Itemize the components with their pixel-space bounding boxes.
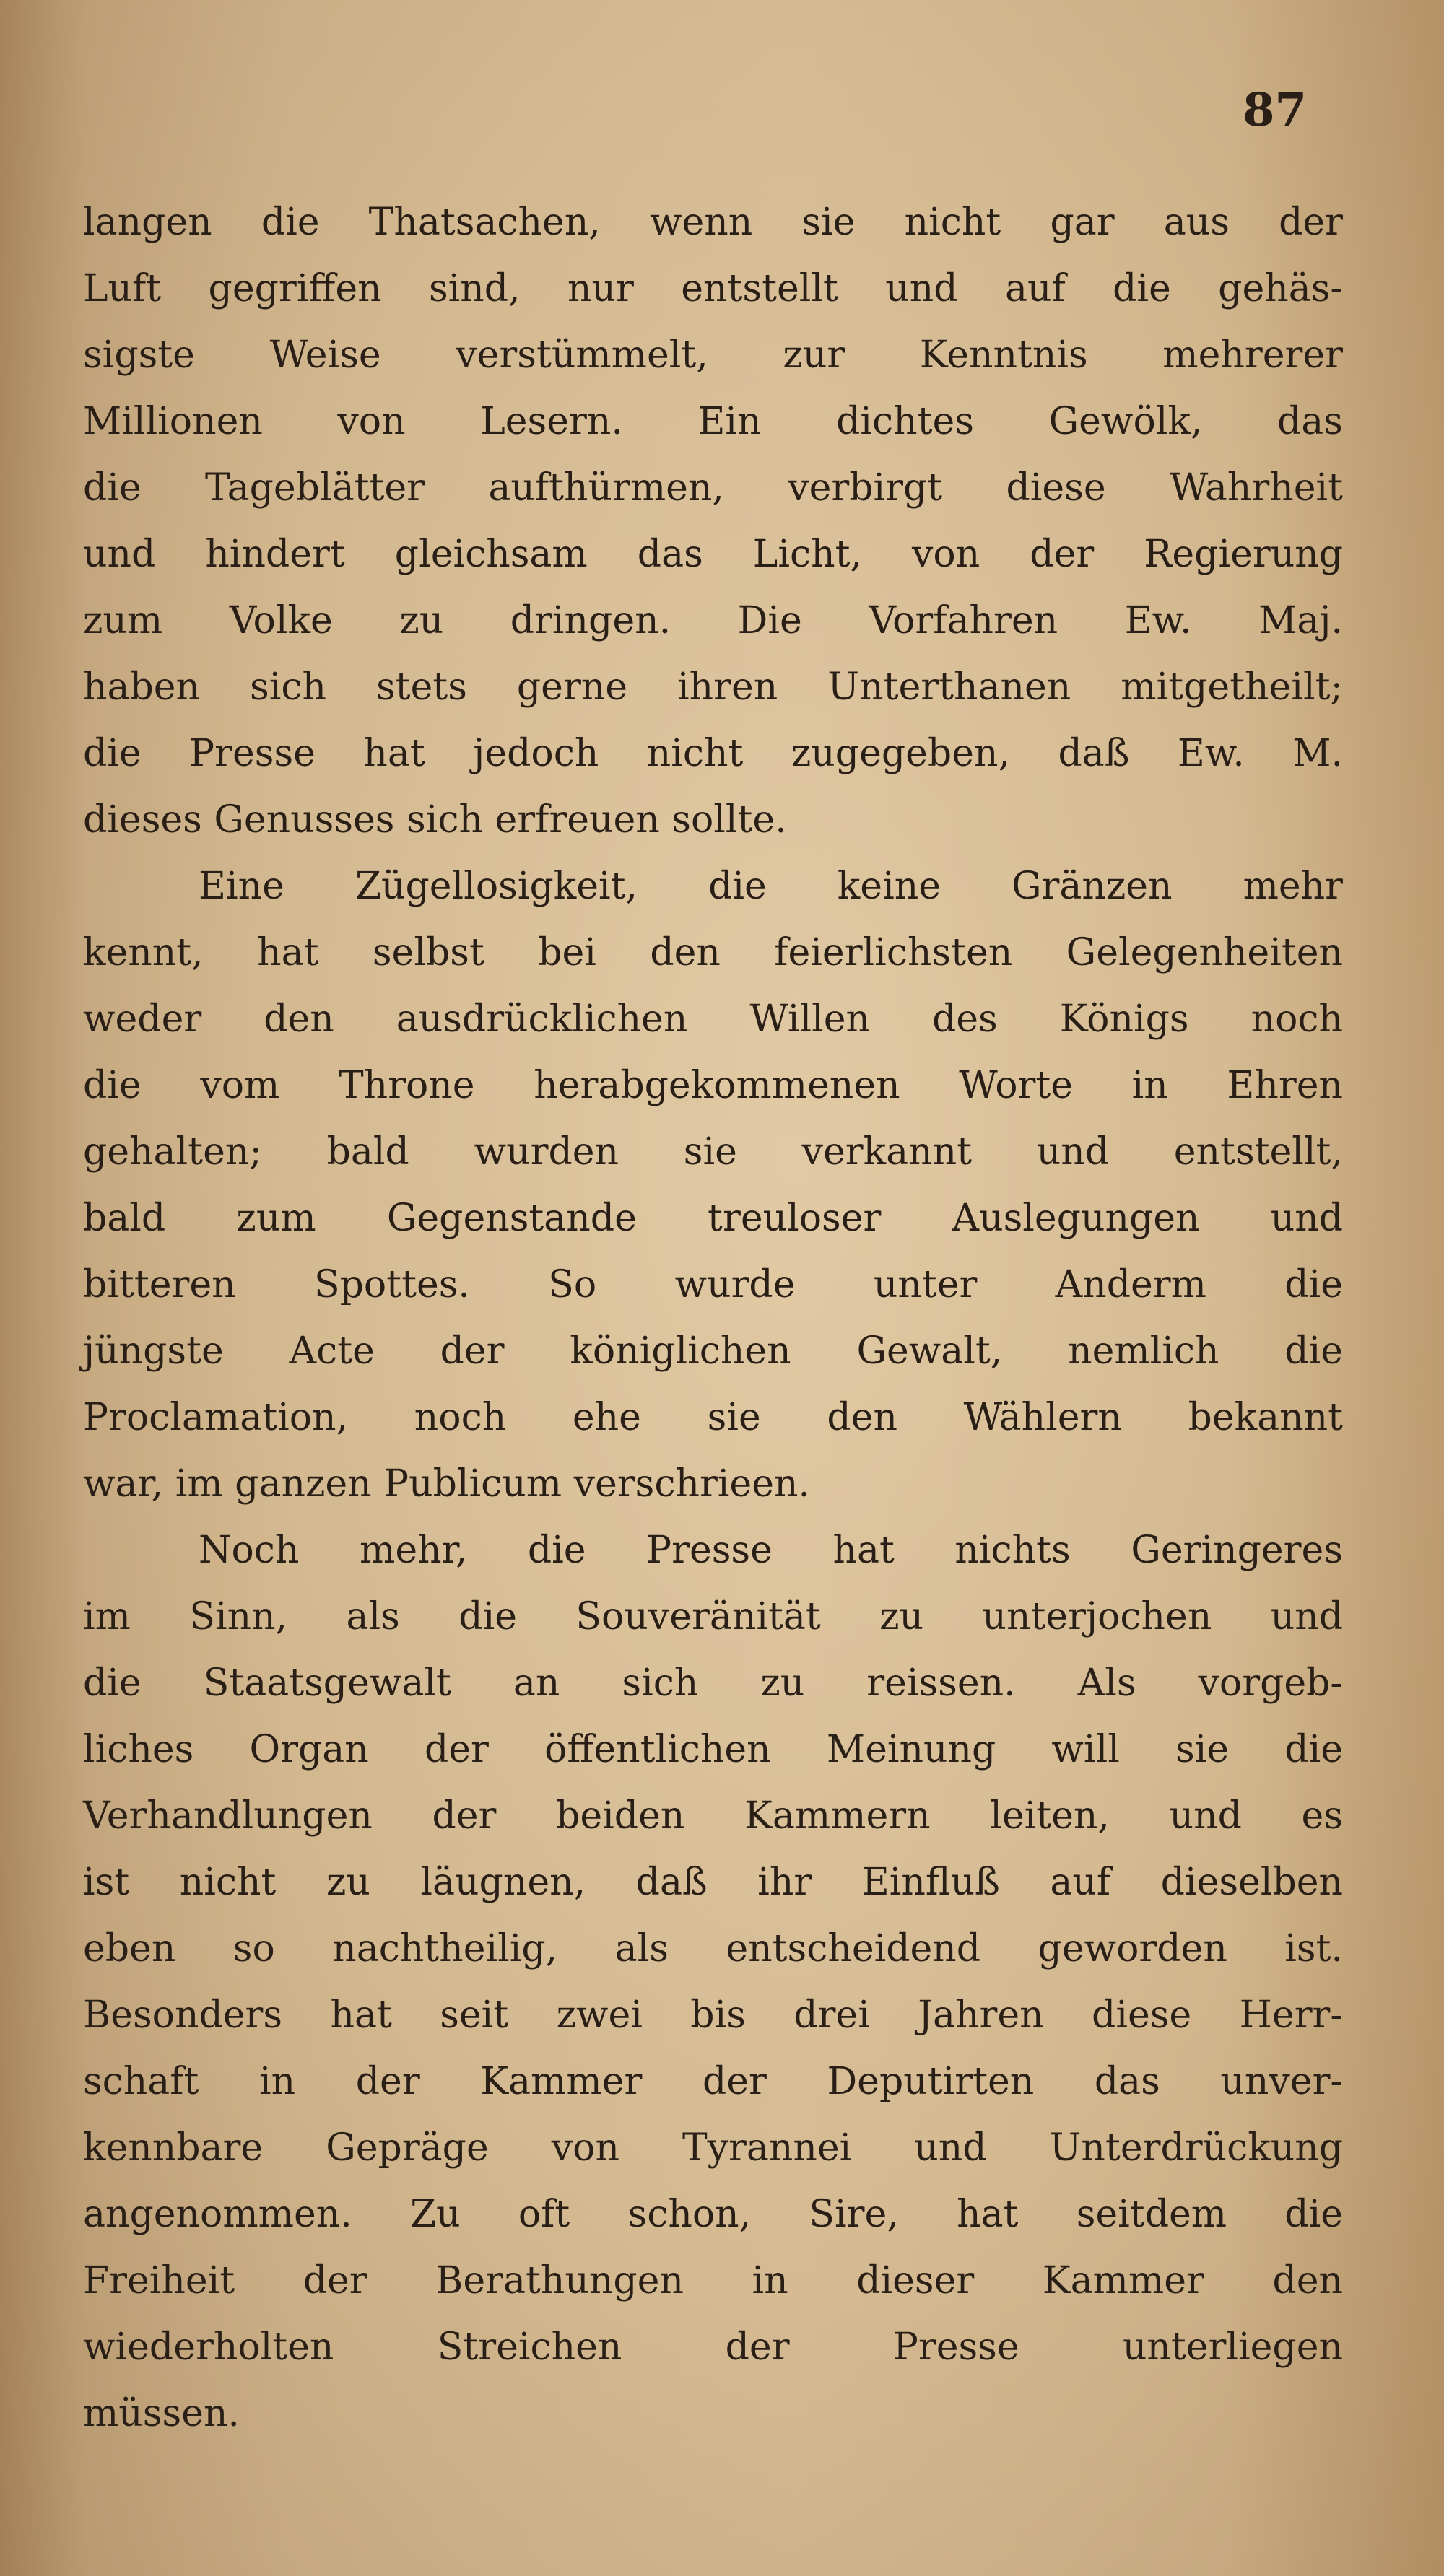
- text-line: dieses Genusses sich erfreuen sollte.: [83, 798, 787, 842]
- text-line: war, im ganzen Publicum verschrieen.: [83, 1462, 810, 1506]
- text-line: zum Volke zu dringen. Die Vorfahren Ew. Maj.: [83, 599, 1343, 642]
- text-line: ist nicht zu läugnen, daß ihr Einfluß auf dieselben: [83, 1861, 1343, 1904]
- text-line: kennbare Gepräge von Tyrannei und Unterdrückung: [83, 2126, 1343, 2170]
- text-line: wiederholten Streichen der Presse unterliegen: [83, 2326, 1343, 2369]
- text-line: die Tageblätter aufthürmen, verbirgt diese Wahrheit: [83, 466, 1343, 510]
- body-text: [83, 189, 1343, 2447]
- text-line: Luft gegriffen sind, nur entstellt und auf die gehäs-: [83, 267, 1343, 310]
- text-line: Freiheit der Berathungen in dieser Kammer den: [83, 2259, 1343, 2302]
- paragraph: [83, 189, 1343, 853]
- text-line: angenommen. Zu oft schon, Sire, hat seitdem die: [83, 2193, 1343, 2236]
- text-line: Besonders hat seit zwei bis drei Jahren diese Herr-: [83, 1994, 1343, 2037]
- text-line: kennt, hat selbst bei den feierlichsten Gelegenheiten: [83, 931, 1343, 974]
- page-number: 87: [1242, 83, 1307, 137]
- text-line: die Staatsgewalt an sich zu reissen. Als vorgeb-: [83, 1662, 1343, 1705]
- text-line: langen die Thatsachen, wenn sie nicht gar aus der: [83, 201, 1343, 244]
- text-line: müssen.: [83, 2392, 240, 2435]
- text-line: Eine Zügellosigkeit, die keine Gränzen mehr: [199, 865, 1343, 908]
- text-line: schaft in der Kammer der Deputirten das unver-: [83, 2060, 1343, 2103]
- text-line: bald zum Gegenstande treuloser Auslegungen und: [83, 1197, 1343, 1240]
- text-line: liches Organ der öffentlichen Meinung will sie die: [83, 1728, 1343, 1771]
- text-line: im Sinn, als die Souveränität zu unterjochen und: [83, 1595, 1343, 1638]
- text-line: gehalten; bald wurden sie verkannt und entstellt,: [83, 1130, 1343, 1174]
- text-line: Millionen von Lesern. Ein dichtes Gewölk, das: [83, 400, 1343, 443]
- text-line: jüngste Acte der königlichen Gewalt, nemlich die: [83, 1330, 1343, 1373]
- text-line: bitteren Spottes. So wurde unter Anderm die: [83, 1263, 1343, 1306]
- text-line: Proclamation, noch ehe sie den Wählern bekannt: [83, 1396, 1343, 1439]
- text-line: haben sich stets gerne ihren Unterthanen mitgetheilt;: [83, 665, 1343, 709]
- text-line: und hindert gleichsam das Licht, von der Regierung: [83, 533, 1343, 576]
- paragraph: [83, 1517, 1343, 2447]
- paragraph: [83, 853, 1343, 1517]
- text-line: Verhandlungen der beiden Kammern leiten, und es: [83, 1794, 1343, 1838]
- text-line: weder den ausdrücklichen Willen des Königs noch: [83, 997, 1343, 1041]
- text-line: die vom Throne herabgekommenen Worte in Ehren: [83, 1064, 1343, 1107]
- text-line: Noch mehr, die Presse hat nichts Geringeres: [199, 1529, 1343, 1572]
- text-line: sigste Weise verstümmelt, zur Kenntnis mehrerer: [83, 333, 1343, 377]
- text-line: eben so nachtheilig, als entscheidend geworden ist.: [83, 1927, 1343, 1970]
- text-line: die Presse hat jedoch nicht zugegeben, daß Ew. M.: [83, 732, 1343, 775]
